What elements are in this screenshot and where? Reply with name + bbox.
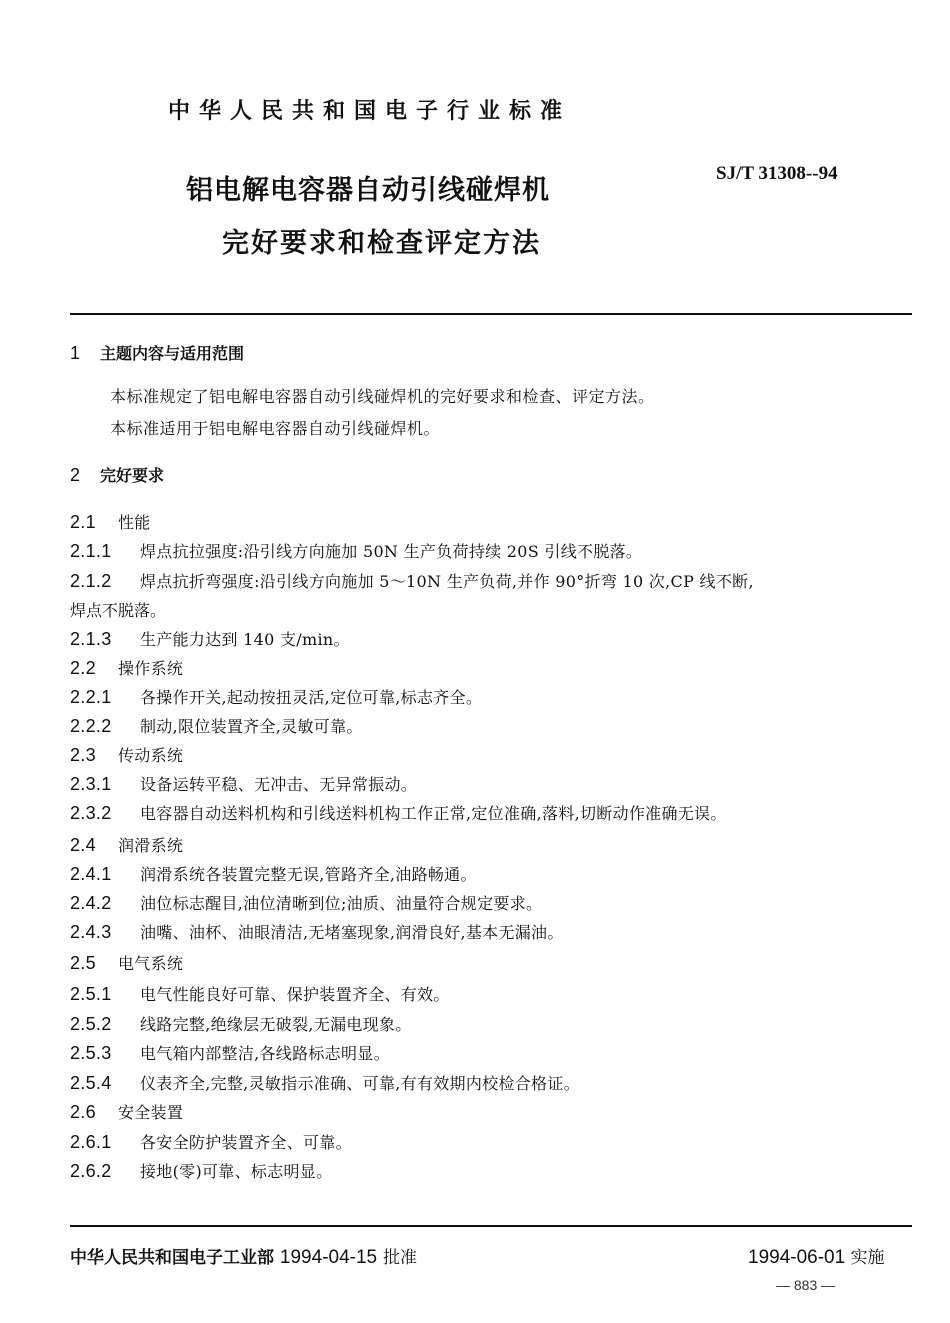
clause-2-4-3: 2.4.3 油嘴、油杯、油眼清洁,无堵塞现象,润滑良好,基本无漏油。 xyxy=(70,922,564,942)
standard-code: SJ/T 31308--94 xyxy=(716,163,838,184)
approval-line xyxy=(70,1243,417,1269)
paragraph: 本标准规定了铝电解电容器自动引线碰焊机的完好要求和检查、评定方法。 xyxy=(110,387,655,406)
clause-2-1-2: 2.1.2 焊点抗折弯强度:沿引线方向施加 5～10N 生产负荷,并作 90°折弯 10 次,CP 线不断, xyxy=(70,571,754,591)
document-title-line1: 铝电解电容器自动引线碰焊机 xyxy=(186,175,550,206)
clause-2-5-4: 2.5.4 仪表齐全,完整,灵敏指示准确、可靠,有有效期内校检合格证。 xyxy=(70,1073,580,1093)
clause-2-1-3: 2.1.3 生产能力达到 140 支/min。 xyxy=(70,629,350,649)
clause-2-6: 2.6 安全装置 xyxy=(70,1102,184,1122)
approval-label: 批准 xyxy=(383,1248,418,1268)
standard-category: 中华人民共和国电子行业标准 xyxy=(168,99,572,124)
section-heading-2 xyxy=(70,463,164,486)
section-heading-1 xyxy=(70,341,244,364)
clause-2-2: 2.2 操作系统 xyxy=(70,658,184,678)
section-title: 主题内容与适用范围 xyxy=(100,344,245,363)
clause-2-3: 2.3 传动系统 xyxy=(70,745,184,765)
implementation-line xyxy=(748,1243,884,1269)
clause-2-6-1: 2.6.1 各安全防护装置齐全、可靠。 xyxy=(70,1132,352,1152)
section-title: 完好要求 xyxy=(100,466,165,485)
issuer: 中华人民共和国电子工业部 xyxy=(70,1248,274,1268)
header-divider xyxy=(70,313,912,315)
section-number: 2 xyxy=(70,465,81,485)
paragraph: 本标准适用于铝电解电容器自动引线碰焊机。 xyxy=(110,419,441,438)
clause-2-1-1: 2.1.1 焊点抗拉强度:沿引线方向施加 50N 生产负荷持续 20S 引线不脱落。 xyxy=(70,541,643,561)
clause-2-5-1: 2.5.1 电气性能良好可靠、保护装置齐全、有效。 xyxy=(70,984,450,1004)
clause-2-3-1: 2.3.1 设备运转平稳、无冲击、无异常振动。 xyxy=(70,774,418,794)
approval-date: 1994-04-15 xyxy=(279,1247,378,1268)
clause-2-6-2: 2.6.2 接地(零)可靠、标志明显。 xyxy=(70,1161,333,1181)
clause-2-2-1: 2.2.1 各操作开关,起动按扭灵活,定位可靠,标志齐全。 xyxy=(70,687,483,707)
footer-divider xyxy=(70,1225,912,1227)
clause-2-2-2: 2.2.2 制动,限位装置齐全,灵敏可靠。 xyxy=(70,716,363,736)
clause-2-1: 2.1 性能 xyxy=(70,512,151,532)
section-number: 1 xyxy=(70,343,81,363)
document-title-line2: 完好要求和检查评定方法 xyxy=(222,228,541,259)
clause-2-1-2-continuation: 焊点不脱落。 xyxy=(70,601,167,620)
clause-2-5: 2.5 电气系统 xyxy=(70,953,184,973)
clause-2-4-2: 2.4.2 油位标志醒目,油位清晰到位;油质、油量符合规定要求。 xyxy=(70,893,543,913)
clause-2-5-2: 2.5.2 线路完整,绝缘层无破裂,无漏电现象。 xyxy=(70,1014,412,1034)
implementation-label: 实施 xyxy=(850,1248,885,1268)
implementation-date: 1994-06-01 xyxy=(748,1247,846,1268)
clause-2-3-2: 2.3.2 电容器自动送料机构和引线送料机构工作正常,定位准确,落料,切断动作准确无误。 xyxy=(70,803,727,823)
page-number: — 883 — xyxy=(776,1277,836,1293)
clause-2-4: 2.4 润滑系统 xyxy=(70,835,184,855)
clause-2-4-1: 2.4.1 润滑系统各装置完整无误,管路齐全,油路畅通。 xyxy=(70,864,477,884)
clause-2-5-3: 2.5.3 电气箱内部整洁,各线路标志明显。 xyxy=(70,1043,390,1063)
